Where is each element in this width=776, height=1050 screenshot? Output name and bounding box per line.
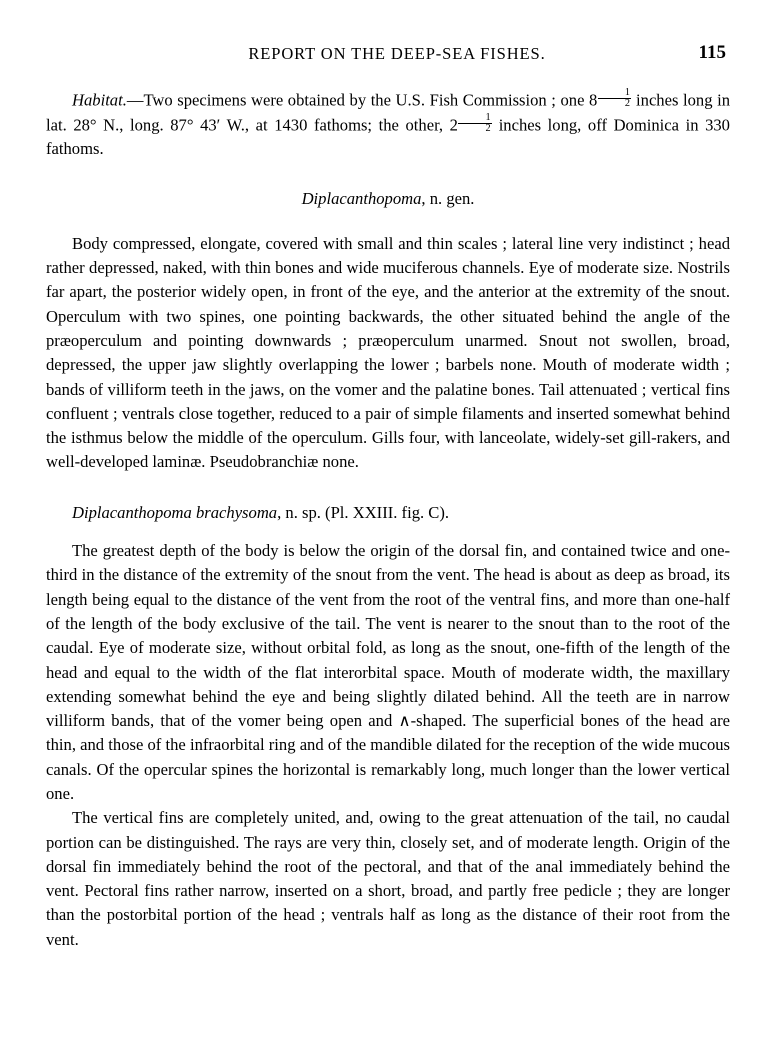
habitat-text-b: inches long in lat. 28° N., long. 87° 43′ W., at 1430 fathoms; the other, 2 [46, 90, 730, 134]
habitat-text-c: inches long, off Dominica in 330 fathoms. [46, 114, 730, 159]
page-body [46, 88, 730, 952]
page-number: 115 [698, 42, 726, 63]
habitat-label: Habitat. [72, 90, 127, 110]
paragraph-species-1: The greatest depth of the body is below the origin of the dorsal fin, and contained twice and one-third in the distance of the extremity of the snout from the vent. The head is about as deep as broad, its length being equal to the distance of the vent from the root of the ventral fins, and more than one-half of the length of the body exclusive of the tail. The vent is nearer to the snout than to the root of the caudal. Eye of moderate size, without orbital fold, as long as the snout, one-fifth of the length of the head and equal to the width of the flat interorbital space. Mouth of moderate width, the maxillary extending somewhat behind the eye and being slightly dilated behind. All the teeth are in narrow villiform bands, that of the vomer being open and ∧-shaped. The superficial bones of the head are thin, and those of the infraorbital ring and of the mandible dilated for the reception of the wide mucous canals. Of the opercular spines the horizontal is remarkably long, much longer than the lower vertical one. [46, 541, 730, 803]
genus-heading [46, 187, 730, 211]
paragraph-species-2: The vertical fins are completely united, and, owing to the great attenuation of the tail, no caudal portion can be distinguished. The rays are very thin, closely set, and of moderate length. Origin of the dorsal fin immediately behind the root of the pectoral, and that of the anal immediately behind the vent. Pectoral fins rather narrow, inserted on a short, broad, and partly free pedicle ; they are longer than the postorbital portion of the head ; ventrals half as long as the distance of their root from the vent. [46, 808, 730, 949]
species-heading-suffix: , n. sp. (Pl. XXIII. fig. C). [277, 502, 450, 522]
paragraph-genus-description: Body compressed, elongate, covered with small and thin scales ; lateral line very indistinct ; head rather depressed, naked, with thin bones and wide muciferous channels. Eye of moderate size. Nostrils far apart, the posterior widely open, in front of the eye, and the anterior at the extremity of the snout. Operculum with two spines, one pointing backwards, the other situated behind the angle of the præoperculum and pointing downwards ; præoperculum unarmed. Snout not swollen, broad, depressed, the upper jaw slightly overlapping the lower ; barbels none. Mouth of moderate width ; bands of villiform teeth in the jaws, on the vomer and the palatine bones. Tail attenuated ; vertical fins confluent ; ventrals close together, reduced to a pair of simple filaments and inserted somewhat behind the isthmus below the middle of the operculum. Gills four, with lanceolate, widely-set gill-rakers, and well-developed laminæ. Pseudobranchiæ none. [46, 233, 730, 472]
paragraph-habitat [46, 88, 730, 161]
running-head: REPORT ON THE DEEP-SEA FISHES. [248, 44, 546, 63]
species-heading-name: Diplacanthopoma brachysoma [72, 502, 278, 522]
genus-heading-suffix: , n. gen. [421, 189, 475, 209]
fraction-one-half-second: $\frac{1}{2}$ [458, 113, 491, 135]
genus-heading-name: Diplacanthopoma [301, 189, 422, 209]
page-header [46, 44, 730, 78]
fraction-one-half-first: $\frac{1}{2}$ [598, 88, 631, 110]
habitat-text-a: —Two specimens were obtained by the U.S. Fish Commission ; one 8 [126, 90, 598, 110]
species-heading [46, 501, 730, 525]
